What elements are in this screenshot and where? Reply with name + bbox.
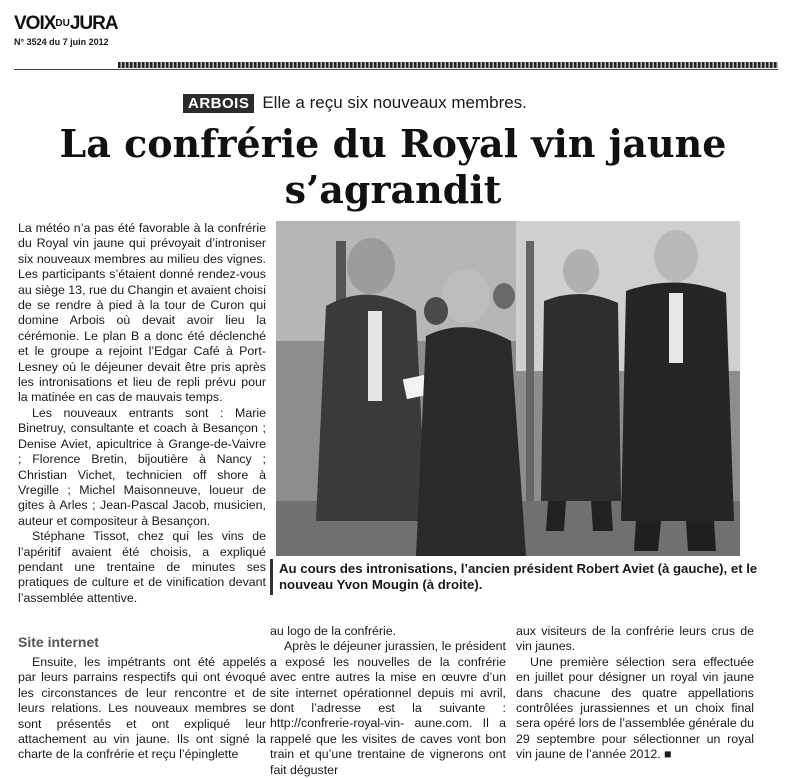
section-subhead: Site internet: [18, 634, 99, 650]
article-column-1-continued: [18, 655, 266, 763]
header-divider: [14, 69, 778, 70]
kicker: [183, 93, 527, 113]
newspaper-logo: $VOIX^{DU}JURA$: [14, 13, 118, 34]
paragraph: Une première sélection sera effectuée en juillet pour désigner un royal vin jaune dans chacune des quatre appellations contrôlées jurassiennes et un choix final sera opéré lors de l’assemblée générale du 29 septembre pour sélectionner un royal vin jaune de l’année 2012. ■: [516, 654, 754, 762]
article-column-1: [18, 221, 266, 606]
paragraph: au logo de la confrérie.: [270, 624, 397, 638]
article-column-3: [516, 624, 754, 763]
photo-illustration: [276, 221, 740, 556]
section-tag: ARBOIS: [183, 94, 254, 113]
paragraph: aux visiteurs de la confrérie leurs crus de vin jaunes.: [516, 624, 754, 654]
headline-line-2: s’agrandit: [284, 167, 502, 212]
headline-line-1: La confrérie du Royal vin jaune: [59, 121, 727, 166]
article-column-2: [270, 624, 506, 778]
paragraph: Ensuite, les impétrants ont été appelés par leurs parrains respectifs qui ont évoqué les circonstances de leur rencontre et de leurs relations. Les nouveaux membres se sont présentés et ont expliqué leur attachement au vin jaune. Ils ont signé la charte de la confrérie et reçu l’épinglette: [18, 655, 266, 762]
issue-date: N° 3524 du 7 juin 2012: [14, 37, 109, 47]
header-rule: [118, 62, 778, 68]
article-photo: [276, 221, 740, 556]
masthead: [14, 13, 118, 47]
paragraph: La météo n’a pas été favorable à la confrérie du Royal vin jaune qui prévoyait d’introniser six nouveaux membres au milieu des vignes. Les participants s’étaient donné rendez-vous au siège 13, rue du Changin et avaient choisi de se rendre à pied à la tour de Curon qui domine Arbois où devait avoir lieu la cérémonie. Le plan B a donc été déclenché et le groupe a rejoint l’Edgar Café à Port-Lesney où le déjeuner devait être pris après les intronisations et lieu de repli prévu pour la matinée en cas de mauvais temps.: [18, 221, 266, 405]
paragraph: Après le déjeuner jurassien, le président a exposé les nouvelles de la confrérie avec entre autres la mise en œuvre d’un site internet opérationnel depuis mi avril, dont l’adresse est la suivante : http://confrerie-royal-vin- aune.com. Il a rappelé que les visites de caves vont bon train et qu’une trentaine de vignerons ont fait déguster: [270, 639, 506, 777]
paragraph: Les nouveaux entrants sont : Marie Binetruy, consultante et coach à Besançon ; Denise Aviet, apicultrice à Grange-de-Vaivre ; Florence Bretin, bijoutière à Nancy ; Christian Vichet, technicien off shore à Vregille ; Michel Maisonneuve, loueur de gites à Arles ; Jean-Pascal Jacob, musicien, auteur et compositeur à Besançon.: [18, 405, 266, 528]
kicker-text: Elle a reçu six nouveaux membres.: [262, 93, 527, 112]
paragraph: Stéphane Tissot, chez qui les vins de l’apéritif avaient été choisis, a expliqué pendant une trentaine de minutes ses pratiques de culture et de vinification devant l’assemblée attentive.: [18, 529, 266, 605]
photo-caption: Au cours des intronisations, l’ancien président Robert Aviet (à gauche), et le nouveau Yvon Mougin (à droite).: [270, 559, 771, 595]
